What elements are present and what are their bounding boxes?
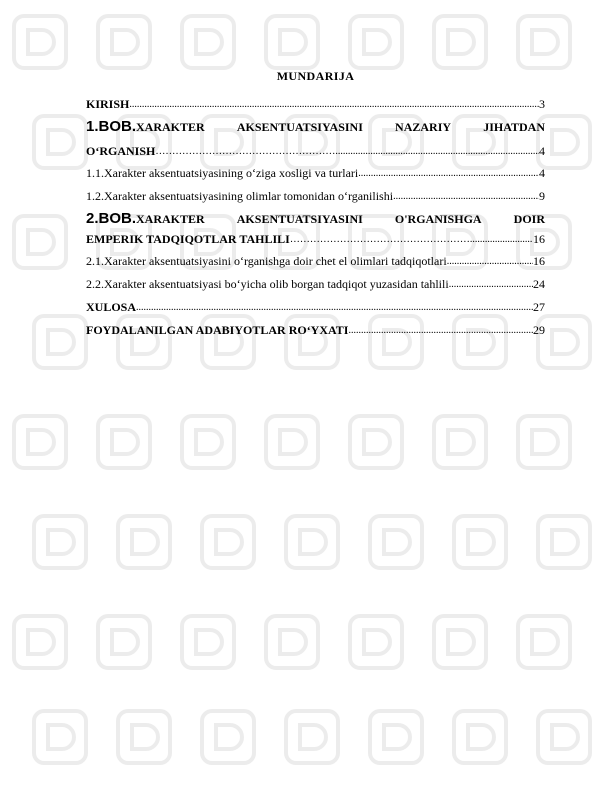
chapter-1-word: JIHATDAN <box>483 120 545 134</box>
toc-chapter-1 <box>86 119 545 159</box>
dot-leader <box>447 255 533 269</box>
watermark-icon <box>92 10 156 74</box>
watermark-icon <box>260 610 324 674</box>
watermark-icon <box>28 510 92 574</box>
toc-page-number: 24 <box>533 277 545 291</box>
toc-entry-label: FOYDALANILGAN ADABIYOTLAR RO‘YXATI <box>86 323 349 337</box>
watermark-icon <box>364 705 428 769</box>
watermark-icon <box>112 510 176 574</box>
toc-title: MUNDARIJA <box>276 69 355 83</box>
watermark-icon <box>112 705 176 769</box>
watermark-icon <box>532 705 596 769</box>
watermark-icon <box>92 610 156 674</box>
watermark-icon <box>512 610 576 674</box>
toc-entry-xulosa <box>86 299 545 315</box>
watermark-icon <box>280 705 344 769</box>
watermark-icon <box>512 410 576 474</box>
toc-page-number: 29 <box>533 323 545 337</box>
watermark-icon <box>344 610 408 674</box>
toc-entry-kirish <box>86 96 545 112</box>
watermark-icon <box>512 10 576 74</box>
toc-entry-label: XULOSA <box>86 300 137 314</box>
chapter-2-word: XARAKTER <box>136 212 205 226</box>
toc-page-number: 3 <box>539 97 545 111</box>
watermark-icon <box>8 610 72 674</box>
chapter-1-word: XARAKTER <box>136 120 205 134</box>
watermark-icon <box>532 510 596 574</box>
watermark-icon <box>428 10 492 74</box>
toc-entry-label: KIRISH <box>86 97 130 111</box>
chapter-2-word: AKSENTUATSIYASINI <box>236 212 363 226</box>
toc-section-2-2 <box>86 276 545 292</box>
dot-leader <box>155 145 539 159</box>
chapter-2-heading-continuation: EMPERIK TADQIQOTLAR TAHLILI <box>86 232 290 246</box>
dot-leader <box>136 301 533 315</box>
chapter-1-heading-line2 <box>86 143 545 159</box>
toc-section-label: 1.2.Xarakter aksentuatsiyasining olimlar tomonidan o‘rganilishi <box>86 189 394 203</box>
toc-section-label: 2.2.Xarakter aksentuatsiyasi bo‘yicha olib borgan tadqiqot yuzasidan tahlili <box>86 277 449 291</box>
watermark-icon <box>344 10 408 74</box>
toc-page-number: 27 <box>533 300 545 314</box>
watermark-icon <box>364 510 428 574</box>
watermark-icon <box>176 410 240 474</box>
watermark-icon <box>280 510 344 574</box>
toc-page-number: 16 <box>533 254 545 268</box>
toc-section-label: 1.1.Xarakter aksentuatsiyasining o‘ziga xosligi va turlari <box>86 166 359 180</box>
dot-leader <box>393 190 539 204</box>
watermark-icon <box>260 10 324 74</box>
chapter-2-number: 2.BOB. <box>86 210 137 227</box>
toc-section-1-2 <box>86 188 545 204</box>
watermark-icon <box>428 610 492 674</box>
watermark-icon <box>28 110 92 174</box>
watermark-icon <box>196 510 260 574</box>
watermark-icon <box>176 610 240 674</box>
watermark-icon <box>92 410 156 474</box>
toc-page-number: 16 <box>533 232 545 246</box>
dot-leader <box>449 278 533 292</box>
dot-leader <box>358 167 539 181</box>
toc-entry-adabiyotlar <box>86 322 545 338</box>
chapter-1-number: 1.BOB. <box>86 118 137 135</box>
chapter-2-heading-line2 <box>86 231 545 247</box>
toc-section-label: 2.1.Xarakter aksentuatsiyasini o‘rganishga doir chet el olimlari tadqiqotlari <box>86 254 447 268</box>
chapter-1-heading-continuation: O‘RGANISH <box>86 144 156 158</box>
watermark-icon <box>448 510 512 574</box>
toc-page-number: 4 <box>539 166 545 180</box>
toc-page-number: 9 <box>539 189 545 203</box>
watermark-icon <box>8 10 72 74</box>
toc-section-2-1 <box>86 253 545 269</box>
toc-section-1-1 <box>86 165 545 181</box>
toc-chapter-2 <box>86 211 545 247</box>
watermark-icon <box>8 210 72 274</box>
watermark-icon <box>448 705 512 769</box>
watermark-icon <box>260 410 324 474</box>
chapter-2-word: O'RGANISHGA <box>394 212 482 226</box>
watermark-icon <box>428 410 492 474</box>
toc-page-number: 4 <box>539 144 545 158</box>
chapter-1-word: AKSENTUATSIYASINI <box>236 120 363 134</box>
dot-leader <box>290 233 533 247</box>
watermark-icon <box>196 705 260 769</box>
chapter-1-word: NAZARIY <box>395 120 452 134</box>
chapter-2-heading <box>86 211 545 227</box>
dot-leader <box>348 324 533 338</box>
watermark-icon <box>28 310 92 374</box>
watermark-icon <box>8 410 72 474</box>
table-of-contents <box>86 68 545 345</box>
watermark-icon <box>344 410 408 474</box>
chapter-1-heading <box>86 119 545 135</box>
watermark-icon <box>176 10 240 74</box>
dot-leader <box>129 98 539 112</box>
chapter-2-word: DOIR <box>513 212 545 226</box>
watermark-icon <box>28 705 92 769</box>
